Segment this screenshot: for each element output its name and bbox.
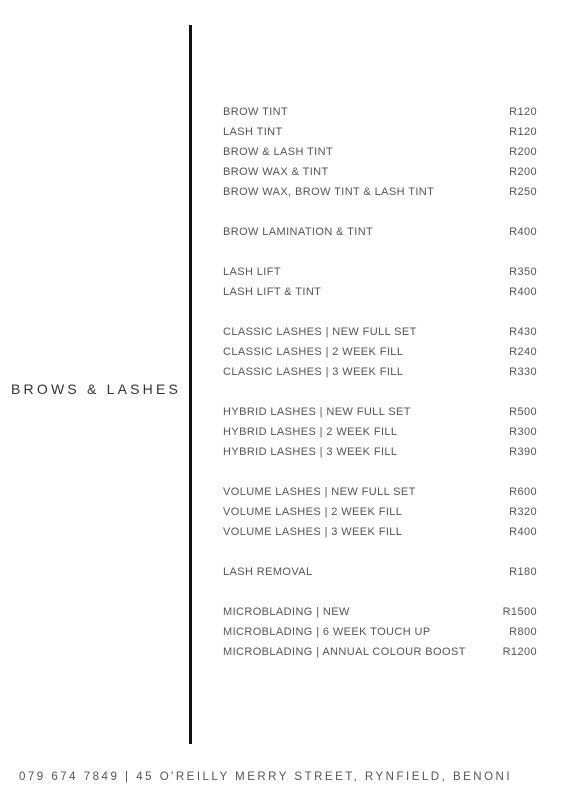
service-price: R500 (509, 406, 537, 418)
vertical-divider (189, 25, 192, 744)
price-row (223, 122, 537, 142)
price-row (223, 482, 537, 502)
service-name: HYBRID LASHES | 2 WEEK FILL (223, 426, 398, 438)
price-group (223, 322, 537, 382)
service-name: LASH REMOVAL (223, 566, 313, 578)
service-name: CLASSIC LASHES | 3 WEEK FILL (223, 366, 404, 378)
service-price: R300 (509, 426, 537, 438)
price-row (223, 522, 537, 542)
service-price: R1200 (502, 646, 537, 658)
price-group (223, 222, 537, 242)
price-group (223, 102, 537, 202)
service-price: R120 (509, 106, 537, 118)
service-price: R800 (509, 626, 537, 638)
price-group (223, 482, 537, 542)
service-price: R180 (509, 566, 537, 578)
service-name: MICROBLADING | ANNUAL COLOUR BOOST (223, 646, 466, 658)
service-name: CLASSIC LASHES | NEW FULL SET (223, 326, 417, 338)
service-name: BROW WAX & TINT (223, 166, 329, 178)
service-price: R240 (509, 346, 537, 358)
service-name: VOLUME LASHES | NEW FULL SET (223, 486, 416, 498)
service-price: R320 (509, 506, 537, 518)
service-name: HYBRID LASHES | 3 WEEK FILL (223, 446, 398, 458)
price-row (223, 342, 537, 362)
service-price: R400 (509, 226, 537, 238)
service-price: R250 (509, 186, 537, 198)
price-row (223, 362, 537, 382)
service-price: R350 (509, 266, 537, 278)
contact-footer: 079 674 7849 | 45 O'REILLY MERRY STREET, RYNFIELD, BENONI (19, 771, 513, 783)
price-row (223, 642, 537, 662)
service-name: CLASSIC LASHES | 2 WEEK FILL (223, 346, 404, 358)
service-price: R390 (509, 446, 537, 458)
service-price: R200 (509, 146, 537, 158)
price-row (223, 182, 537, 202)
service-name: VOLUME LASHES | 3 WEEK FILL (223, 526, 403, 538)
service-price: R200 (509, 166, 537, 178)
price-group (223, 602, 537, 662)
service-price: R430 (509, 326, 537, 338)
price-list (223, 102, 537, 682)
price-row (223, 262, 537, 282)
service-price: R120 (509, 126, 537, 138)
price-row (223, 402, 537, 422)
service-name: BROW WAX, BROW TINT & LASH TINT (223, 186, 435, 198)
price-row (223, 102, 537, 122)
price-row (223, 602, 537, 622)
service-name: LASH LIFT & TINT (223, 286, 322, 298)
service-name: HYBRID LASHES | NEW FULL SET (223, 406, 411, 418)
price-row (223, 162, 537, 182)
service-price: R1500 (502, 606, 537, 618)
section-title: BROWS & LASHES (11, 381, 182, 397)
service-name: BROW LAMINATION & TINT (223, 226, 374, 238)
service-price: R400 (509, 286, 537, 298)
service-price: R600 (509, 486, 537, 498)
price-group (223, 262, 537, 302)
service-price: R330 (509, 366, 537, 378)
price-group (223, 562, 537, 582)
price-row (223, 442, 537, 462)
price-row (223, 322, 537, 342)
price-group (223, 402, 537, 462)
price-row (223, 502, 537, 522)
service-name: LASH LIFT (223, 266, 282, 278)
service-name: LASH TINT (223, 126, 283, 138)
service-price: R400 (509, 526, 537, 538)
service-name: MICROBLADING | NEW (223, 606, 350, 618)
price-row (223, 422, 537, 442)
price-row (223, 562, 537, 582)
price-row (223, 142, 537, 162)
service-name: BROW TINT (223, 106, 289, 118)
price-row (223, 282, 537, 302)
service-name: MICROBLADING | 6 WEEK TOUCH UP (223, 626, 431, 638)
price-row (223, 222, 537, 242)
price-row (223, 622, 537, 642)
service-name: BROW & LASH TINT (223, 146, 334, 158)
service-name: VOLUME LASHES | 2 WEEK FILL (223, 506, 403, 518)
